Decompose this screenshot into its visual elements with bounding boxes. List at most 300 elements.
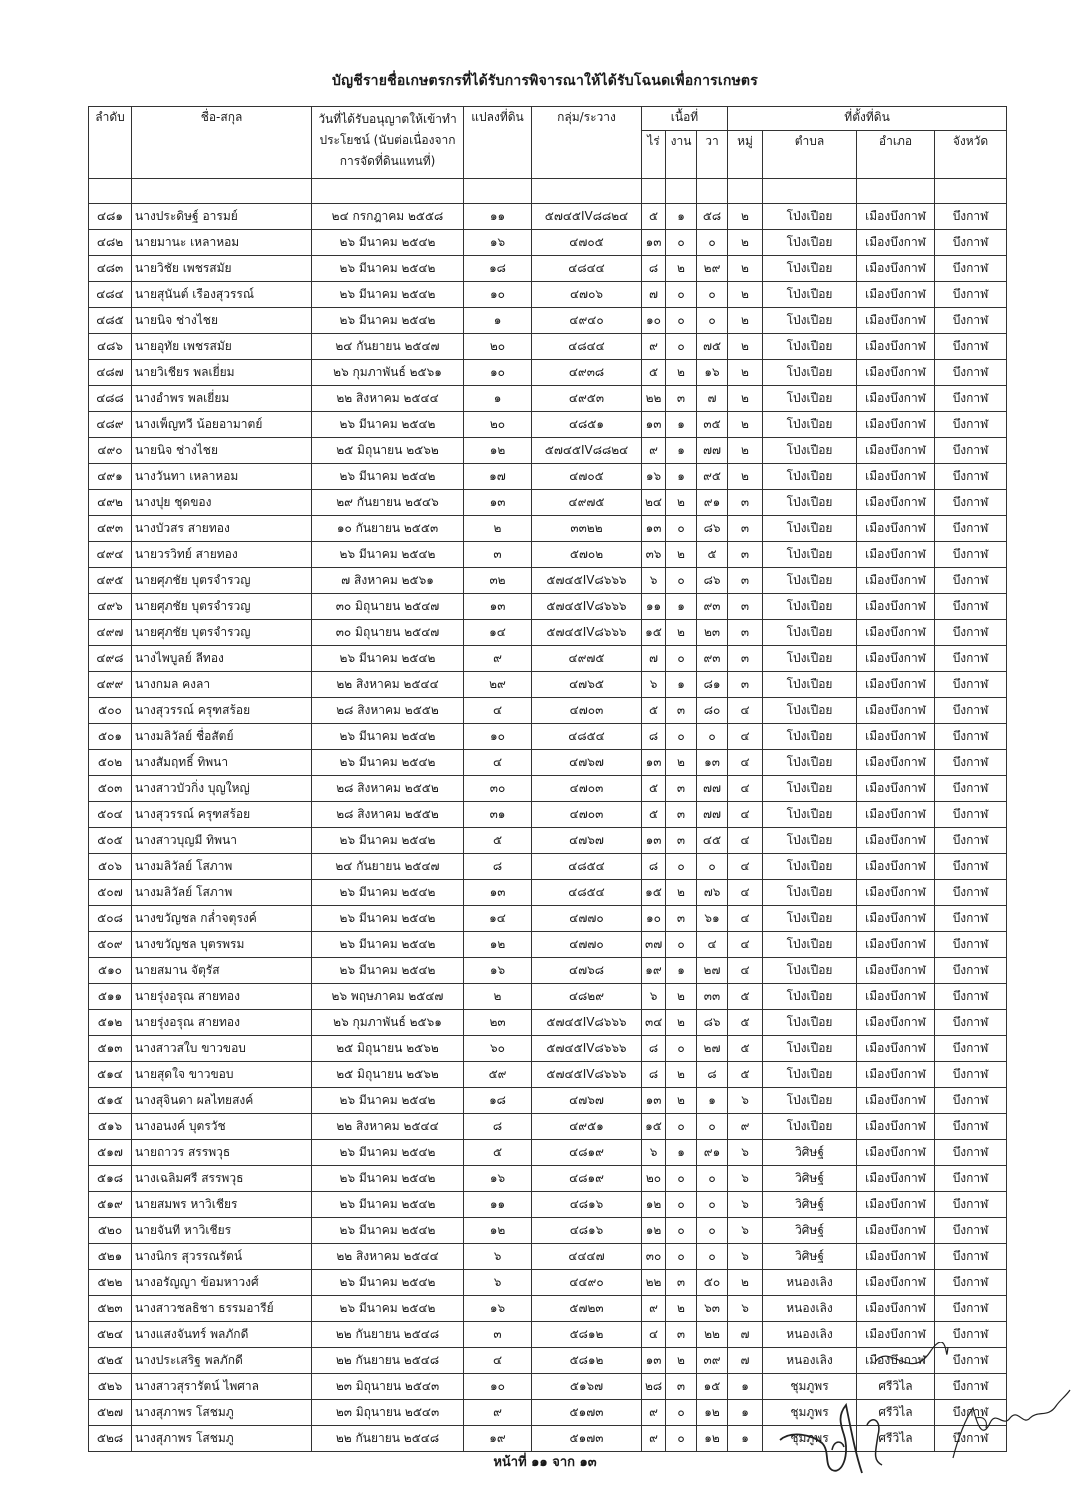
cell-ngan: ๓ bbox=[666, 386, 697, 412]
cell-plot: ๒๐ bbox=[464, 334, 532, 360]
cell-name: นายศุภชัย บุตรจำรวญ bbox=[132, 594, 312, 620]
cell-tambon: โป่งเปือย bbox=[763, 672, 857, 698]
cell-name: นางขวัญชล บุตรพรม bbox=[132, 932, 312, 958]
cell-rai: ๘ bbox=[642, 1062, 666, 1088]
cell-ngan: ๐ bbox=[666, 1244, 697, 1270]
cell-moo: ๕ bbox=[728, 984, 763, 1010]
table-row bbox=[89, 620, 1007, 646]
cell-tambon: โป่งเปือย bbox=[763, 958, 857, 984]
cell-tambon: โป่งเปือย bbox=[763, 828, 857, 854]
cell-no: ๕๑๑ bbox=[89, 984, 132, 1010]
cell-moo: ๖ bbox=[728, 1296, 763, 1322]
cell-plot: ๓๑ bbox=[464, 802, 532, 828]
cell-ngan: ๒ bbox=[666, 256, 697, 282]
cell-group: ๔๗๐๓ bbox=[532, 698, 642, 724]
cell-moo: ๒ bbox=[728, 360, 763, 386]
cell-name: นายอุทัย เพชรสมัย bbox=[132, 334, 312, 360]
cell-wa: ๘ bbox=[697, 1062, 728, 1088]
cell-name: นายรุ่งอรุณ สายทอง bbox=[132, 984, 312, 1010]
cell-rai: ๑๓ bbox=[642, 516, 666, 542]
cell-no: ๔๙๔ bbox=[89, 542, 132, 568]
cell-amphoe: เมืองบึงกาฬ bbox=[857, 230, 935, 256]
cell-moo: ๕ bbox=[728, 1062, 763, 1088]
cell-group: ๔๘๔๔ bbox=[532, 256, 642, 282]
cell-date: ๒๖ มีนาคม ๒๕๔๒ bbox=[312, 230, 464, 256]
cell-rai: ๑๙ bbox=[642, 958, 666, 984]
cell-province: บึงกาฬ bbox=[935, 438, 1007, 464]
cell-province: บึงกาฬ bbox=[935, 724, 1007, 750]
cell-ngan: ๐ bbox=[666, 516, 697, 542]
cell-tambon: โป่งเปือย bbox=[763, 854, 857, 880]
cell-province: บึงกาฬ bbox=[935, 308, 1007, 334]
cell-amphoe: ศรีวิไล bbox=[857, 1374, 935, 1400]
cell-province: บึงกาฬ bbox=[935, 828, 1007, 854]
cell-amphoe: เมืองบึงกาฬ bbox=[857, 594, 935, 620]
cell-plot: ๔ bbox=[464, 698, 532, 724]
cell-province: บึงกาฬ bbox=[935, 776, 1007, 802]
cell-date: ๗ สิงหาคม ๒๕๖๑ bbox=[312, 568, 464, 594]
cell-name: นางประดิษฐ์ อารมย์ bbox=[132, 204, 312, 230]
cell-no: ๕๐๓ bbox=[89, 776, 132, 802]
cell-plot: ๑๘ bbox=[464, 1088, 532, 1114]
cell-no: ๔๙๐ bbox=[89, 438, 132, 464]
cell-province: บึงกาฬ bbox=[935, 1088, 1007, 1114]
cell-province: บึงกาฬ bbox=[935, 1010, 1007, 1036]
cell-group: ๔๘๕๔ bbox=[532, 880, 642, 906]
table-row bbox=[89, 1166, 1007, 1192]
cell-tambon: โป่งเปือย bbox=[763, 256, 857, 282]
cell-name: นายวิชัย เพชรสมัย bbox=[132, 256, 312, 282]
cell-group: ๔๘๑๙ bbox=[532, 1140, 642, 1166]
table-row bbox=[89, 672, 1007, 698]
cell-no: ๕๑๗ bbox=[89, 1140, 132, 1166]
cell-rai: ๑๓ bbox=[642, 1348, 666, 1374]
cell-tambon: ชุมภูพร bbox=[763, 1426, 857, 1452]
cell-plot: ๒ bbox=[464, 984, 532, 1010]
cell-moo: ๒ bbox=[728, 1270, 763, 1296]
cell-plot: ๓๐ bbox=[464, 776, 532, 802]
cell-ngan: ๐ bbox=[666, 1192, 697, 1218]
table-row bbox=[89, 1114, 1007, 1140]
cell-no: ๔๙๑ bbox=[89, 464, 132, 490]
cell-group: ๔๗๗๐ bbox=[532, 906, 642, 932]
cell-moo: ๖ bbox=[728, 1192, 763, 1218]
cell-group: ๕๑๖๗ bbox=[532, 1374, 642, 1400]
table-row bbox=[89, 230, 1007, 256]
cell-tambon: โป่งเปือย bbox=[763, 776, 857, 802]
cell-province: บึงกาฬ bbox=[935, 698, 1007, 724]
cell-no: ๔๙๕ bbox=[89, 568, 132, 594]
cell-province: บึงกาฬ bbox=[935, 1400, 1007, 1426]
cell-group: ๔๘๑๖ bbox=[532, 1218, 642, 1244]
table-row bbox=[89, 1218, 1007, 1244]
cell-tambon: ชุมภูพร bbox=[763, 1400, 857, 1426]
cell-moo: ๒ bbox=[728, 334, 763, 360]
cell-ngan: ๑ bbox=[666, 464, 697, 490]
cell-amphoe: เมืองบึงกาฬ bbox=[857, 568, 935, 594]
header-tambon: ตำบล bbox=[763, 131, 857, 179]
cell-rai: ๙ bbox=[642, 1400, 666, 1426]
cell-name: นายมานะ เหลาหอม bbox=[132, 230, 312, 256]
table-row bbox=[89, 1088, 1007, 1114]
cell-date: ๒๖ มีนาคม ๒๕๔๒ bbox=[312, 1166, 464, 1192]
table-row bbox=[89, 256, 1007, 282]
cell-no: ๕๐๖ bbox=[89, 854, 132, 880]
table-row bbox=[89, 958, 1007, 984]
cell-plot: ๑ bbox=[464, 386, 532, 412]
cell-no: ๕๐๒ bbox=[89, 750, 132, 776]
cell-moo: ๗ bbox=[728, 1348, 763, 1374]
cell-wa: ๒๗ bbox=[697, 958, 728, 984]
cell-tambon: โป่งเปือย bbox=[763, 750, 857, 776]
cell-group: ๔๙๔๐ bbox=[532, 308, 642, 334]
cell-tambon: โป่งเปือย bbox=[763, 880, 857, 906]
cell-wa: ๓๓ bbox=[697, 984, 728, 1010]
cell-ngan: ๒ bbox=[666, 1010, 697, 1036]
cell-rai: ๑๐ bbox=[642, 308, 666, 334]
cell-group: ๔๗๖๘ bbox=[532, 958, 642, 984]
cell-amphoe: เมืองบึงกาฬ bbox=[857, 1088, 935, 1114]
cell-tambon: โป่งเปือย bbox=[763, 1036, 857, 1062]
header-area: เนื้อที่ bbox=[642, 107, 728, 131]
cell-no: ๔๙๖ bbox=[89, 594, 132, 620]
cell-tambon: โป่งเปือย bbox=[763, 516, 857, 542]
cell-tambon: โป่งเปือย bbox=[763, 230, 857, 256]
cell-province: บึงกาฬ bbox=[935, 1062, 1007, 1088]
cell-moo: ๖ bbox=[728, 1218, 763, 1244]
cell-no: ๔๙๘ bbox=[89, 646, 132, 672]
cell-plot: ๕ bbox=[464, 828, 532, 854]
cell-amphoe: เมืองบึงกาฬ bbox=[857, 620, 935, 646]
cell-amphoe: เมืองบึงกาฬ bbox=[857, 516, 935, 542]
cell-tambon: โป่งเปือย bbox=[763, 568, 857, 594]
cell-ngan: ๐ bbox=[666, 932, 697, 958]
cell-wa: ๑๒ bbox=[697, 1426, 728, 1452]
cell-ngan: ๑ bbox=[666, 958, 697, 984]
cell-moo: ๔ bbox=[728, 698, 763, 724]
cell-plot: ๑ bbox=[464, 308, 532, 334]
signature-mark bbox=[870, 1342, 950, 1382]
cell-tambon: โป่งเปือย bbox=[763, 464, 857, 490]
cell-date: ๒๒ กันยายน ๒๕๔๘ bbox=[312, 1348, 464, 1374]
cell-date: ๒๒ สิงหาคม ๒๕๔๔ bbox=[312, 672, 464, 698]
cell-wa: ๗๗ bbox=[697, 438, 728, 464]
cell-group: ๔๗๐๕ bbox=[532, 464, 642, 490]
cell-moo: ๒ bbox=[728, 308, 763, 334]
cell-ngan: ๒ bbox=[666, 880, 697, 906]
cell-amphoe: เมืองบึงกาฬ bbox=[857, 1244, 935, 1270]
cell-tambon: วิศิษฐ์ bbox=[763, 1140, 857, 1166]
cell-date: ๒๖ มีนาคม ๒๕๔๒ bbox=[312, 1296, 464, 1322]
cell-no: ๔๙๒ bbox=[89, 490, 132, 516]
cell-no: ๔๘๕ bbox=[89, 308, 132, 334]
cell-plot: ๔ bbox=[464, 750, 532, 776]
cell-moo: ๓ bbox=[728, 594, 763, 620]
cell-name: นางบัวสร สายทอง bbox=[132, 516, 312, 542]
cell-plot: ๑๖ bbox=[464, 1296, 532, 1322]
cell-rai: ๔ bbox=[642, 1322, 666, 1348]
cell-amphoe: เมืองบึงกาฬ bbox=[857, 906, 935, 932]
cell-ngan: ๐ bbox=[666, 646, 697, 672]
cell-name: นางประเสริฐ พลภักดี bbox=[132, 1348, 312, 1374]
cell-no: ๔๘๙ bbox=[89, 412, 132, 438]
table-row bbox=[89, 646, 1007, 672]
cell-date: ๑๐ กันยายน ๒๕๕๓ bbox=[312, 516, 464, 542]
cell-ngan: ๐ bbox=[666, 334, 697, 360]
cell-amphoe: เมืองบึงกาฬ bbox=[857, 1296, 935, 1322]
cell-name: นางสัมฤทธิ์ ทิพนา bbox=[132, 750, 312, 776]
cell-amphoe: เมืองบึงกาฬ bbox=[857, 1192, 935, 1218]
cell-province: บึงกาฬ bbox=[935, 646, 1007, 672]
cell-wa: ๔ bbox=[697, 932, 728, 958]
cell-moo: ๑ bbox=[728, 1426, 763, 1452]
cell-wa: ๐ bbox=[697, 308, 728, 334]
cell-wa: ๐ bbox=[697, 724, 728, 750]
cell-name: นางสาวชลธิชา ธรรมอารีย์ bbox=[132, 1296, 312, 1322]
table-row bbox=[89, 568, 1007, 594]
cell-ngan: ๐ bbox=[666, 1426, 697, 1452]
cell-group: ๕๗๔๕IV๘๖๖๖ bbox=[532, 620, 642, 646]
table-row bbox=[89, 698, 1007, 724]
cell-rai: ๑๓ bbox=[642, 750, 666, 776]
cell-plot: ๑๒ bbox=[464, 1218, 532, 1244]
cell-amphoe: เมืองบึงกาฬ bbox=[857, 282, 935, 308]
cell-group: ๔๙๕๑ bbox=[532, 1114, 642, 1140]
cell-ngan: ๑ bbox=[666, 594, 697, 620]
cell-wa: ๙๑ bbox=[697, 490, 728, 516]
cell-wa: ๒๒ bbox=[697, 1322, 728, 1348]
cell-tambon: วิศิษฐ์ bbox=[763, 1244, 857, 1270]
cell-wa: ๙๑ bbox=[697, 1140, 728, 1166]
cell-wa: ๕๐ bbox=[697, 1270, 728, 1296]
table-row bbox=[89, 594, 1007, 620]
cell-no: ๔๘๒ bbox=[89, 230, 132, 256]
cell-moo: ๔ bbox=[728, 828, 763, 854]
cell-plot: ๑๓ bbox=[464, 880, 532, 906]
cell-date: ๒๖ มีนาคม ๒๕๔๒ bbox=[312, 1270, 464, 1296]
cell-moo: ๔ bbox=[728, 958, 763, 984]
cell-date: ๒๖ มีนาคม ๒๕๔๒ bbox=[312, 724, 464, 750]
cell-wa: ๐ bbox=[697, 1192, 728, 1218]
cell-group: ๔๗๖๗ bbox=[532, 1088, 642, 1114]
table-row bbox=[89, 1192, 1007, 1218]
cell-date: ๒๖ มีนาคม ๒๕๔๒ bbox=[312, 750, 464, 776]
cell-date: ๒๖ มีนาคม ๒๕๔๒ bbox=[312, 1140, 464, 1166]
cell-no: ๕๒๔ bbox=[89, 1322, 132, 1348]
cell-province: บึงกาฬ bbox=[935, 880, 1007, 906]
cell-plot: ๒ bbox=[464, 516, 532, 542]
cell-moo: ๔ bbox=[728, 906, 763, 932]
cell-date: ๒๒ สิงหาคม ๒๕๔๔ bbox=[312, 1244, 464, 1270]
cell-no: ๕๒๓ bbox=[89, 1296, 132, 1322]
cell-ngan: ๒ bbox=[666, 1296, 697, 1322]
cell-ngan: ๐ bbox=[666, 1400, 697, 1426]
cell-plot: ๑๐ bbox=[464, 360, 532, 386]
cell-wa: ๘๖ bbox=[697, 1010, 728, 1036]
cell-group: ๔๗๖๗ bbox=[532, 828, 642, 854]
cell-province: บึงกาฬ bbox=[935, 672, 1007, 698]
cell-date: ๒๘ สิงหาคม ๒๕๕๒ bbox=[312, 802, 464, 828]
cell-tambon: โป่งเปือย bbox=[763, 620, 857, 646]
cell-province: บึงกาฬ bbox=[935, 906, 1007, 932]
cell-rai: ๑๓ bbox=[642, 828, 666, 854]
cell-plot: ๒๐ bbox=[464, 412, 532, 438]
cell-wa: ๗๖ bbox=[697, 880, 728, 906]
cell-tambon: โป่งเปือย bbox=[763, 1010, 857, 1036]
cell-date: ๓๐ มิถุนายน ๒๕๔๗ bbox=[312, 620, 464, 646]
cell-group: ๕๗๐๒ bbox=[532, 542, 642, 568]
cell-date: ๒๔ กันยายน ๒๕๔๗ bbox=[312, 334, 464, 360]
cell-date: ๒๔ กันยายน ๒๕๔๗ bbox=[312, 854, 464, 880]
cell-name: นางสุภาพร โสชมภู bbox=[132, 1426, 312, 1452]
cell-ngan: ๓ bbox=[666, 698, 697, 724]
table-row bbox=[89, 516, 1007, 542]
cell-rai: ๑๒ bbox=[642, 1218, 666, 1244]
cell-ngan: ๒ bbox=[666, 984, 697, 1010]
cell-rai: ๑๐ bbox=[642, 906, 666, 932]
cell-name: นายวิเชียร พลเยี่ยม bbox=[132, 360, 312, 386]
cell-amphoe: เมืองบึงกาฬ bbox=[857, 984, 935, 1010]
page-number: หน้าที่ ๑๑ จาก ๑๓ bbox=[493, 1455, 597, 1470]
cell-group: ๕๗๒๓ bbox=[532, 1296, 642, 1322]
cell-tambon: โป่งเปือย bbox=[763, 308, 857, 334]
cell-wa: ๘๖ bbox=[697, 516, 728, 542]
cell-amphoe: เมืองบึงกาฬ bbox=[857, 1270, 935, 1296]
cell-moo: ๔ bbox=[728, 750, 763, 776]
cell-plot: ๖๐ bbox=[464, 1036, 532, 1062]
cell-tambon: โป่งเปือย bbox=[763, 1114, 857, 1140]
cell-plot: ๑๑ bbox=[464, 204, 532, 230]
cell-group: ๔๗๐๖ bbox=[532, 282, 642, 308]
cell-ngan: ๓ bbox=[666, 1374, 697, 1400]
cell-moo: ๒ bbox=[728, 230, 763, 256]
header-province: จังหวัด bbox=[935, 131, 1007, 179]
cell-date: ๒๖ มีนาคม ๒๕๔๒ bbox=[312, 308, 464, 334]
cell-wa: ๘๑ bbox=[697, 672, 728, 698]
cell-ngan: ๐ bbox=[666, 282, 697, 308]
cell-no: ๕๒๕ bbox=[89, 1348, 132, 1374]
cell-ngan: ๒ bbox=[666, 542, 697, 568]
table-row bbox=[89, 1296, 1007, 1322]
cell-group: ๕๑๗๓ bbox=[532, 1426, 642, 1452]
cell-rai: ๘ bbox=[642, 724, 666, 750]
cell-no: ๕๑๐ bbox=[89, 958, 132, 984]
cell-date: ๒๖ มีนาคม ๒๕๔๒ bbox=[312, 1192, 464, 1218]
cell-rai: ๕ bbox=[642, 698, 666, 724]
cell-amphoe: เมืองบึงกาฬ bbox=[857, 1218, 935, 1244]
cell-rai: ๙ bbox=[642, 1426, 666, 1452]
cell-province: บึงกาฬ bbox=[935, 620, 1007, 646]
cell-rai: ๗ bbox=[642, 646, 666, 672]
cell-no: ๕๑๔ bbox=[89, 1062, 132, 1088]
cell-wa: ๘๐ bbox=[697, 698, 728, 724]
cell-rai: ๑๓ bbox=[642, 412, 666, 438]
cell-rai: ๒๒ bbox=[642, 386, 666, 412]
cell-name: นางมลิวัลย์ โสภาพ bbox=[132, 880, 312, 906]
cell-amphoe: เมืองบึงกาฬ bbox=[857, 1348, 935, 1374]
cell-group: ๔๗๐๓ bbox=[532, 776, 642, 802]
header-no: ลำดับ bbox=[89, 107, 132, 179]
cell-plot: ๑๙ bbox=[464, 1426, 532, 1452]
cell-amphoe: เมืองบึงกาฬ bbox=[857, 802, 935, 828]
header-wa: วา bbox=[697, 131, 728, 179]
cell-date: ๒๒ สิงหาคม ๒๕๔๔ bbox=[312, 386, 464, 412]
cell-name: นายวรวิทย์ สายทอง bbox=[132, 542, 312, 568]
cell-rai: ๕ bbox=[642, 802, 666, 828]
header-rai: ไร่ bbox=[642, 131, 666, 179]
cell-moo: ๖ bbox=[728, 1244, 763, 1270]
cell-name: นายสุดใจ ขาวขอบ bbox=[132, 1062, 312, 1088]
cell-amphoe: เมืองบึงกาฬ bbox=[857, 854, 935, 880]
cell-province: บึงกาฬ bbox=[935, 1374, 1007, 1400]
cell-name: นางเพ็ญทวี น้อยอามาตย์ bbox=[132, 412, 312, 438]
cell-ngan: ๒ bbox=[666, 620, 697, 646]
cell-rai: ๓๐ bbox=[642, 1244, 666, 1270]
cell-wa: ๗๕ bbox=[697, 334, 728, 360]
cell-plot: ๑๒ bbox=[464, 932, 532, 958]
cell-amphoe: เมืองบึงกาฬ bbox=[857, 308, 935, 334]
cell-moo: ๔ bbox=[728, 854, 763, 880]
cell-plot: ๙ bbox=[464, 646, 532, 672]
cell-plot: ๑๖ bbox=[464, 958, 532, 984]
cell-province: บึงกาฬ bbox=[935, 1192, 1007, 1218]
cell-rai: ๙ bbox=[642, 438, 666, 464]
cell-plot: ๓ bbox=[464, 1322, 532, 1348]
cell-plot: ๒๙ bbox=[464, 672, 532, 698]
cell-rai: ๒๔ bbox=[642, 490, 666, 516]
cell-name: นางสุวรรณ์ ครุฑสร้อย bbox=[132, 698, 312, 724]
cell-province: บึงกาฬ bbox=[935, 854, 1007, 880]
cell-group: ๕๗๔๕IV๘๘๒๔ bbox=[532, 438, 642, 464]
cell-group: ๔๗๐๕ bbox=[532, 230, 642, 256]
cell-no: ๕๒๑ bbox=[89, 1244, 132, 1270]
cell-moo: ๔ bbox=[728, 724, 763, 750]
cell-group: ๔๘๑๖ bbox=[532, 1192, 642, 1218]
cell-moo: ๓ bbox=[728, 646, 763, 672]
cell-rai: ๑๕ bbox=[642, 620, 666, 646]
cell-no: ๕๑๓ bbox=[89, 1036, 132, 1062]
cell-ngan: ๑ bbox=[666, 672, 697, 698]
cell-moo: ๖ bbox=[728, 1166, 763, 1192]
cell-name: นายนิจ ช่างไชย bbox=[132, 438, 312, 464]
cell-province: บึงกาฬ bbox=[935, 360, 1007, 386]
cell-wa: ๗ bbox=[697, 386, 728, 412]
cell-no: ๕๐๘ bbox=[89, 906, 132, 932]
cell-rai: ๑๖ bbox=[642, 464, 666, 490]
cell-name: นางมลิวัลย์ โสภาพ bbox=[132, 854, 312, 880]
cell-no: ๕๐๙ bbox=[89, 932, 132, 958]
cell-province: บึงกาฬ bbox=[935, 958, 1007, 984]
cell-date: ๒๓ มิถุนายน ๒๕๔๓ bbox=[312, 1374, 464, 1400]
cell-no: ๕๐๗ bbox=[89, 880, 132, 906]
cell-ngan: ๒ bbox=[666, 750, 697, 776]
cell-province: บึงกาฬ bbox=[935, 256, 1007, 282]
cell-amphoe: เมืองบึงกาฬ bbox=[857, 1114, 935, 1140]
cell-moo: ๙ bbox=[728, 1114, 763, 1140]
cell-wa: ๑๖ bbox=[697, 360, 728, 386]
cell-group: ๕๗๔๕IV๘๘๒๔ bbox=[532, 204, 642, 230]
cell-no: ๔๘๑ bbox=[89, 204, 132, 230]
header-group: กลุ่ม/ระวาง bbox=[532, 107, 642, 179]
cell-ngan: ๑ bbox=[666, 438, 697, 464]
cell-wa: ๑๕ bbox=[697, 1374, 728, 1400]
cell-rai: ๘ bbox=[642, 256, 666, 282]
cell-amphoe: เมืองบึงกาฬ bbox=[857, 204, 935, 230]
cell-province: บึงกาฬ bbox=[935, 386, 1007, 412]
cell-moo: ๓ bbox=[728, 568, 763, 594]
cell-wa: ๐ bbox=[697, 1166, 728, 1192]
table-row bbox=[89, 776, 1007, 802]
